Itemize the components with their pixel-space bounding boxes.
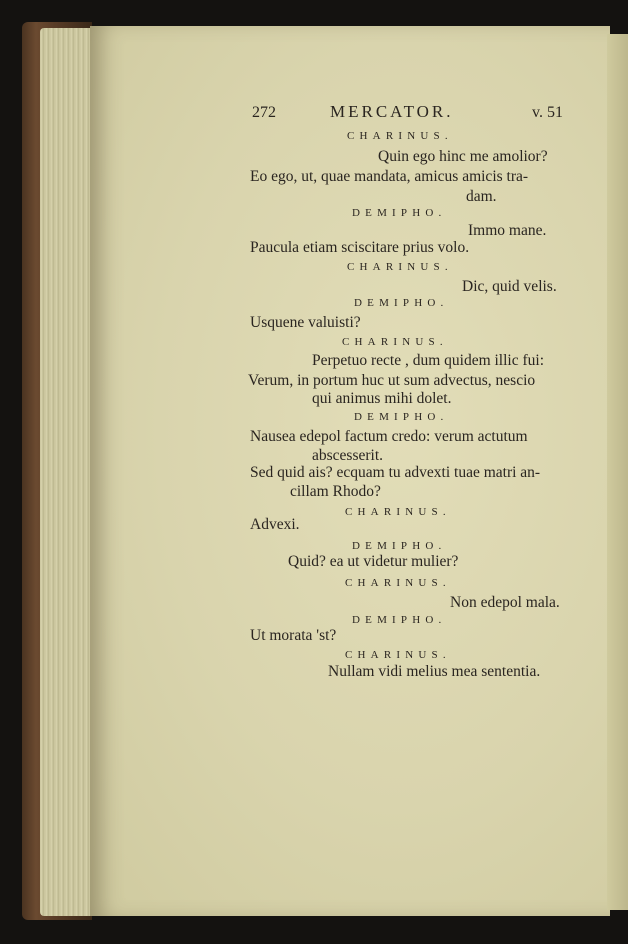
speaker-name: CHARINUS.: [345, 649, 451, 661]
verse-line: dam.: [466, 188, 497, 205]
verse-line: Quid? ea ut videtur mulier?: [288, 553, 459, 570]
verse-line: Verum, in portum huc ut sum advectus, nescio: [248, 372, 536, 389]
verse-line: Nausea edepol factum credo: verum actutum: [250, 428, 528, 445]
speaker-name: CHARINUS.: [347, 261, 453, 273]
verse-line: Quin ego hinc me amolior?: [378, 148, 548, 165]
page-right-edge: [607, 34, 628, 910]
speaker-name: CHARINUS.: [342, 336, 448, 348]
page-number: 272: [252, 104, 276, 121]
verse-line: Usquene valuisti?: [250, 314, 361, 331]
speaker-name: DEMIPHO.: [354, 297, 449, 309]
verse-line: Perpetuo recte , dum quidem illic fui:: [312, 352, 545, 369]
verse-line: cillam Rhodo?: [290, 483, 381, 500]
verse-line: qui animus mihi dolet.: [312, 390, 452, 407]
verse-line: abscesserit.: [312, 447, 384, 464]
speaker-name: CHARINUS.: [347, 130, 453, 142]
verse-line: Immo mane.: [468, 222, 547, 239]
verse-line: Non edepol mala.: [450, 594, 560, 611]
verse-line: Eo ego, ut, quae mandata, amicus amicis tra-: [250, 168, 529, 185]
verse-reference: v. 51: [532, 104, 563, 121]
verse-line: Paucula etiam sciscitare prius volo.: [250, 239, 470, 256]
verse-line: Sed quid ais? ecquam tu advexti tuae matri an-: [250, 464, 541, 481]
speaker-name: DEMIPHO.: [352, 540, 447, 552]
verse-line: Advexi.: [250, 516, 300, 533]
verse-line: Dic, quid velis.: [462, 278, 557, 295]
speaker-name: CHARINUS.: [345, 506, 451, 518]
speaker-name: DEMIPHO.: [354, 411, 449, 423]
speaker-name: CHARINUS.: [345, 577, 451, 589]
running-title: MERCATOR.: [330, 102, 454, 121]
speaker-name: DEMIPHO.: [352, 207, 447, 219]
verse-line: Ut morata 'st?: [250, 627, 337, 644]
speaker-name: DEMIPHO.: [352, 614, 447, 626]
verse-line: Nullam vidi melius mea sententia.: [328, 663, 541, 680]
